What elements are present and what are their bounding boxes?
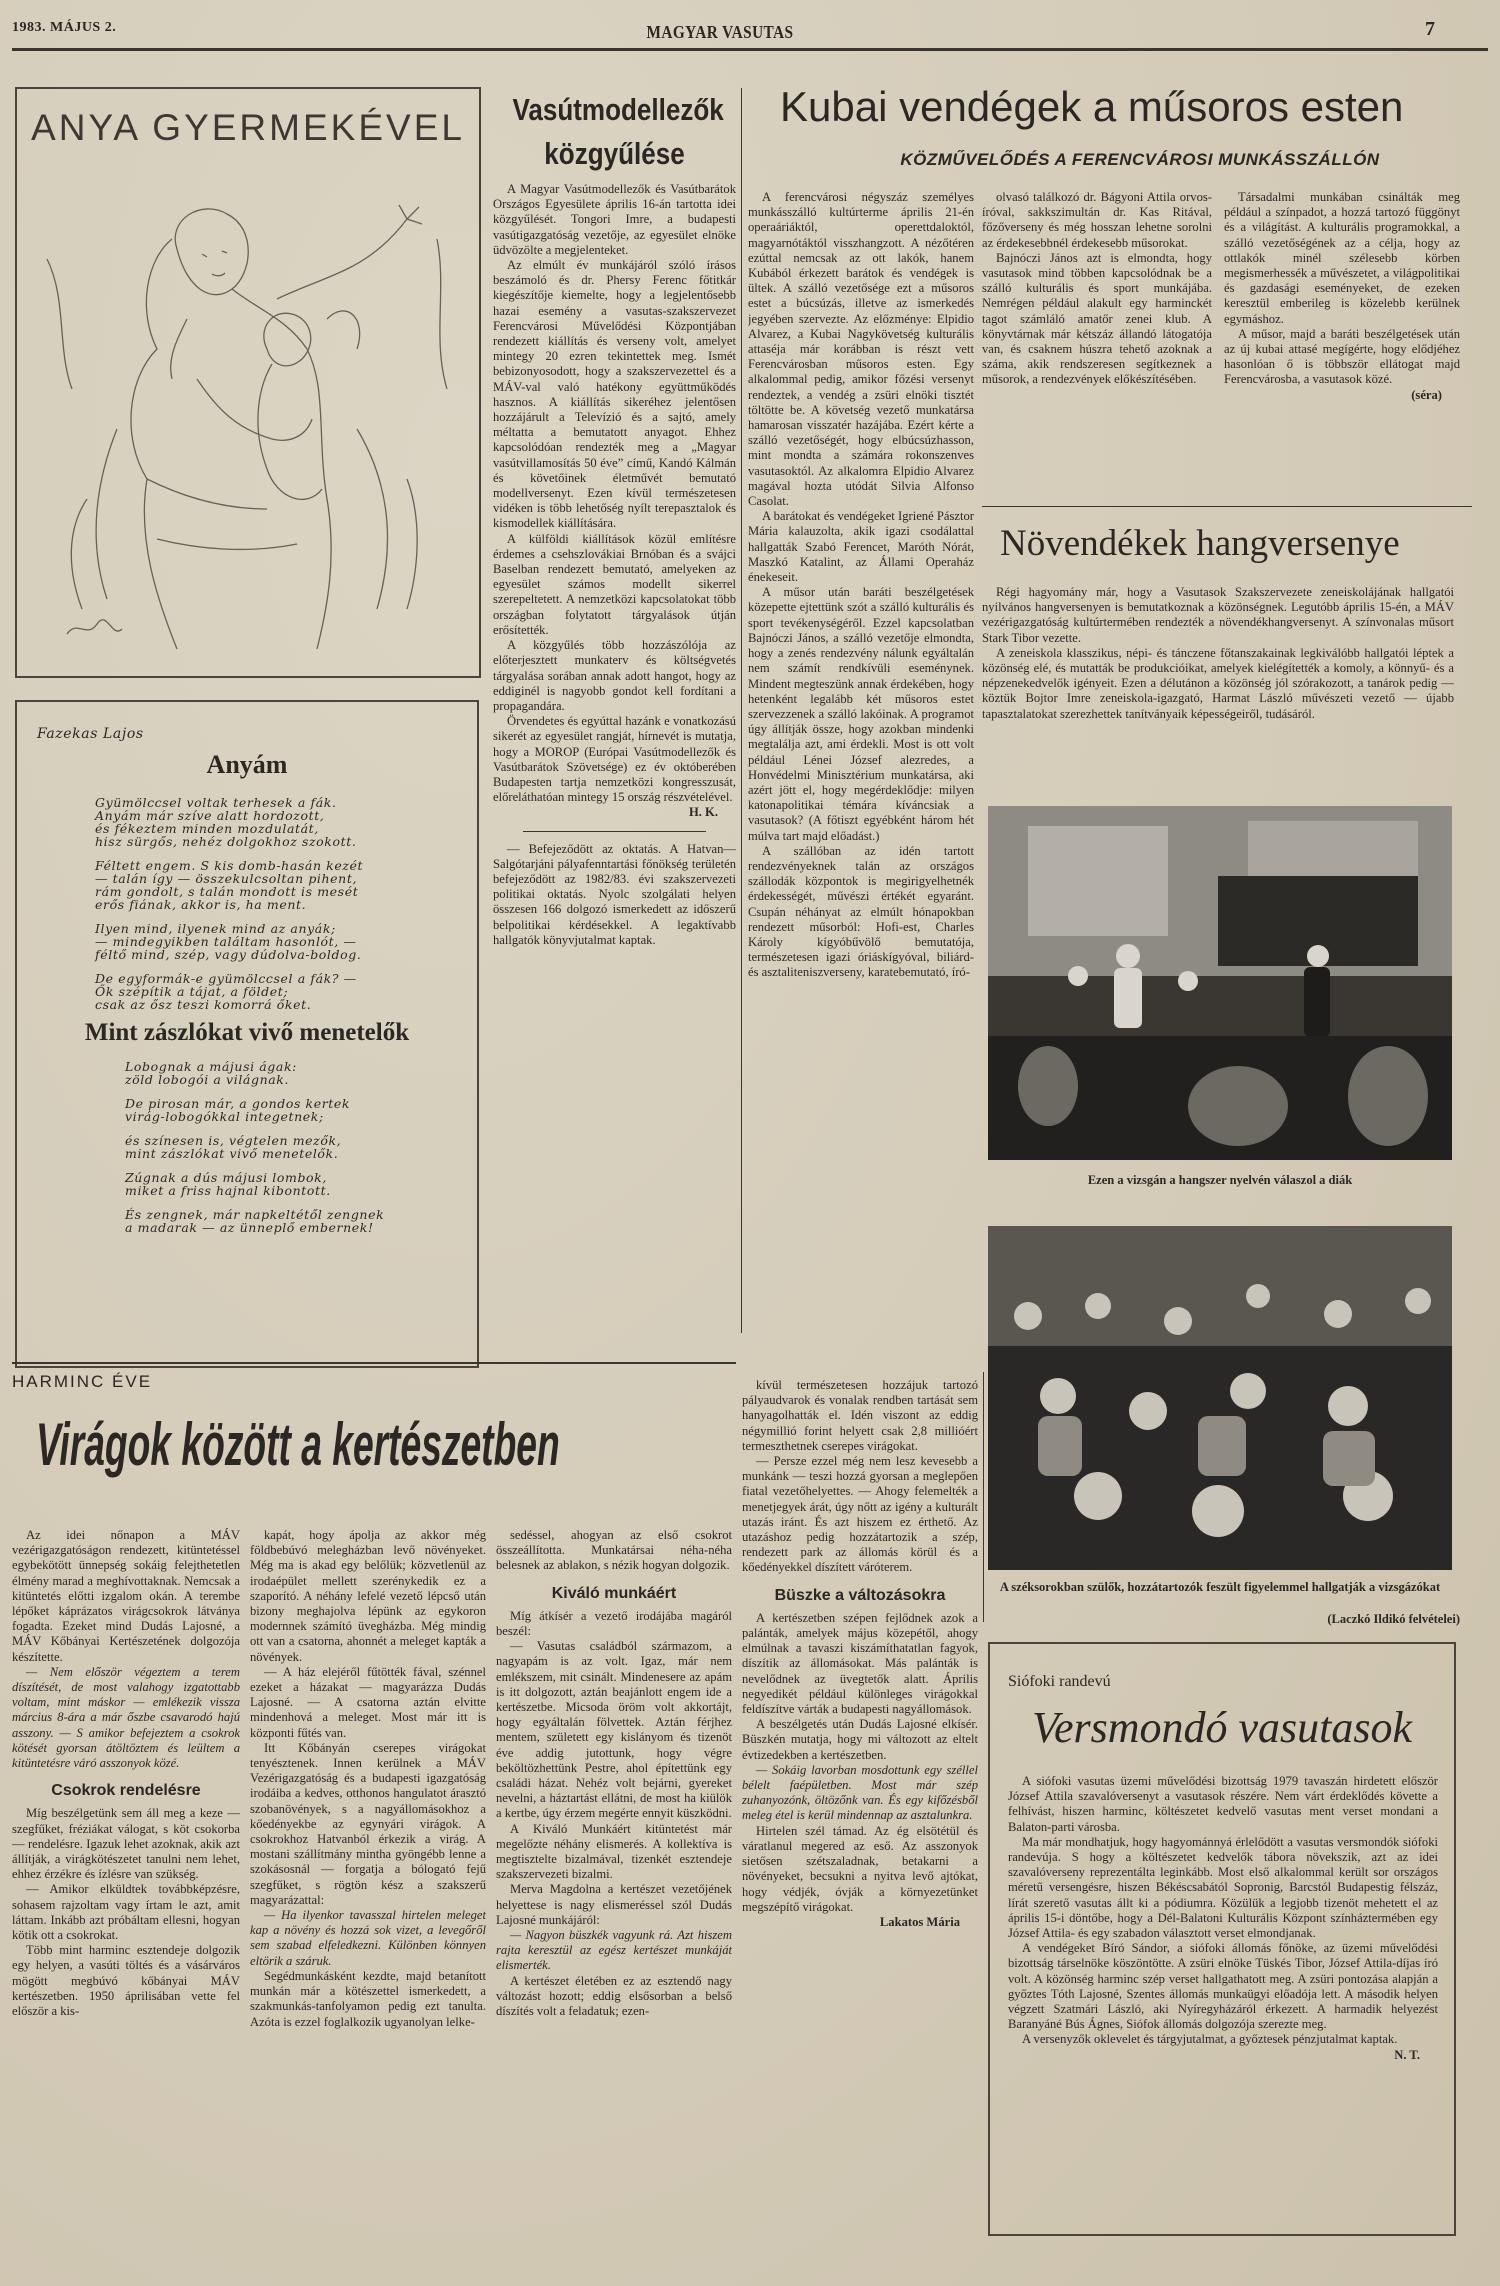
byline: Lakatos Mária [879, 1914, 960, 1929]
anya-title: ANYA GYERMEKÉVEL [31, 107, 465, 148]
paragraph: Míg beszélgetünk sem áll meg a keze — szegfűket, fréziákat válogat, s köt csokorba — rendelésre. Igazuk lehet azoknak, akik azt állítják, a virágkötészetet tanulni nem lehet, ehhez érzékre és ízlésre van szükség. [12, 1806, 240, 1882]
paragraph: Segédmunkásként kezdte, majd betanított munkán már a kötészettel ismerkedett, a szakmunkás-tanfolyamon pedig ezt tanulta. Azóta is ezzel foglalkozik ugyanolyan lelke- [250, 1968, 486, 2029]
poem-stanza: Zúgnak a dús májusi lombok, miket a friss hajnal kibontott. [125, 1170, 331, 1198]
viragok-column-4 [742, 1378, 978, 2240]
paragraph: A vendégeket Bíró Sándor, a siófoki állomás főnöke, az üzemi művelődési bizottság társelnöke köszöntötte. A zsüri elnöke Tüskés Tibor, József Attila-díjas író volt. A közönség harminc szép verset hallgathatott meg. A zsüri pontozása alapján a győztes Tóth Lajosné, Szentes állomás munkaügyi előadója lett. A második helyen végzett Szatmári László, aki Nyíregyházáról érkezett. A harmadik helyezést Baranyáné Bús Ágnes, Siófok állomás dolgozója szerezte meg. [1008, 1941, 1438, 2032]
viragok-column-1 [12, 1528, 240, 2240]
column-rule [983, 1372, 984, 1622]
page-number: 7 [1425, 18, 1436, 40]
paragraph: Ma már mondhatjuk, hogy hagyománnyá érlelődött a vasutas versmondók siófoki randevúja. S hogy a költészetet kedvelők tábora növekszik, azt az idei szavalóverseny reprezentálta leginkább. Most első alkalommal került sor országos méretű versengésre, hiszen Békéscsabától Sopronig, Barcstól Budapestig félszáz, lírát szerető vasutas állt ki a pódiumra. Közülük a legjobb tizenöt mehetett el az április 15-i döntőbe, hogy a Dél-Balatoni Kulturális Központ színháztermében egy József Attila- és egy szabadon választott verset elmondjanak. [1008, 1834, 1438, 1941]
paragraph: kapát, hogy ápolja az akkor még földbebúvó melegházban levő növényeket. Még ma is akad egy belőlük; közvetlenül az irodaépület mellett szerénykedik ez a szaporító. A néhány lefelé vezető lépcső után bizony meghajolva lépünk az egykoron modernnek számító üvegházba. Még mindig ott van a csatorna, ahonnét a meleget kapták a növények. [250, 1528, 486, 1664]
modell-brief: — Befejeződött az oktatás. A Hatvan—Salgótarjáni pályafenntartási főnökség területén befejeződött az 1982/83. évi szakszervezeti politikai oktatás. Nyolc szolgálati helyen összesen 166 dolgozó ismerkedett az időszerű belpolitikai kérdésekkel. A legaktívabb hallgatók könyvjutalmat kaptak. [493, 841, 736, 947]
paragraph: sedéssel, ahogyan az első csokrot összeállította. Munkatársai néha-néha belesnek az ablakon, s nézik hogyan dolgozik. [496, 1528, 732, 1573]
versmondo-body [1008, 1774, 1438, 2224]
paragraph: A szállóban az idén tartott rendezvényeknek talán az országos szállodák központok is megirigyelhetnék érdekességét, művészi értékét egyaránt. Csupán néhányat az elmúlt hónapokban rendezett műsorból: Hofi-est, Charles Károly kígyóbűvölő bemutatója, természetesen igazi óriáskígyóval, biliárd- és asztaliteniszverseny, karatebemutató, író- [748, 843, 974, 980]
poem-stanza: Ilyen mind, ilyenek mind az anyák; — mindegyikben találtam hasonlót, — féltő mind, szép, vagy dúdolva-boldog. [95, 921, 362, 962]
paragraph: — Vasutas családból származom, a nagyapám is az volt. Igaz, már nem emlékszem, mit csinált. Mindenesere az apám is itt dolgozott, aztán beajánlott engem ide a kertészetbe. Micsoda öröm volt akkortájt, hogy egyáltalán fölvettek. Aztán férjhez mentem, született egy kislányom és tizenöt éve addig jutottunk, hogy végre beköltözhettünk Pestre, ahol építettünk egy családi házat. Nehéz volt bejárni, gyereket nevelni, a háztartást ellátni, de most ha kiülök a kertbe, úgy érzem megérte ennyit küszködni. [496, 1639, 732, 1821]
poem-anyam [95, 796, 471, 1022]
paragraph: A siófoki vasutas üzemi művelődési bizottság 1979 tavaszán hirdetett először József Attila szavalóversenyt a vasutasok részére. Nem várt érdeklődés követte a felhívást, hiszen harminc, költészetet kedvelő vasutas ment verset mondani a Balaton-parti városba. [1008, 1774, 1438, 1834]
paragraph: Hirtelen szél támad. Az ég elsötétül és váratlanul megered az eső. Az asszonyok sietősen szétszaladnak, betakarni a növényeket, becsukni a nyitva levő ajtókat, hogy védjék, óvják a környezetünket megszépítő virágokat. [742, 1823, 978, 1914]
photo-caption-1: Ezen a vizsgán a hangszer nyelvén válaszol a diák [1087, 1173, 1353, 1187]
paragraph: A külföldi kiállítások közül említésre érdemes a csehszlovákiai Brnóban és a svájci Baselban rendezett bemutató, amelyeken az egyesület számos modellt sikerrel szerepeltetett. A nemzetközi kapcsolatokat több országban folytatott tárgyalások útján erősítették. [493, 531, 736, 637]
paragraph: A műsor után baráti beszélgetések közepette ejtettünk szót a szálló kulturális és sport tevékenységéről. Ezzel kapcsolatban Bajnóczi János, a szálló vezetője elmondta, hogy a zenés rendezvény nálunk egyáltalán nem számít rendkívüli eseménynek. Mindent megteszünk annak érdekében, hogy hetenként legalább két műsoros estet szervezzenek a szálló lakóinak. A programot úgy állítják össze, hogy azokban mindenki megtalálja azt, ami érdekli. Most is ott volt például Lénei József alezredes, a Honvédelmi Minisztérium munkatársa, aki azért jött el, hogy megérdeklődje: milyen katonapolitikai témára kíváncsiak a vasutasok? (A főtiszt egyébként három hét múlva tart majd előadást.) [748, 585, 974, 843]
divider [523, 831, 706, 832]
versmondo-paragraphs [1008, 1774, 1438, 2048]
paragraph: A kertészet életében ez az esztendő nagy változást hozott; eddig elsősorban a belső díszítés volt a feladatuk; ezen- [496, 1973, 732, 2019]
paragraph: A Kiváló Munkáért kitüntetést már megelőzte néhány elismerés. A kollektíva is megtisztelte bizalmával, tizenkét esztendeje szakszervezeti bizalmi. [496, 1821, 732, 1882]
poem-stanza: és színesen is, végtelen mezők, mint zászlókat vivő menetelők. [125, 1133, 342, 1161]
poem-box [15, 700, 479, 1368]
mother-child-drawing [27, 179, 467, 669]
poem-stanza: Gyümölccsel voltak terhesek a fák. Anyám már szíve alatt hordozott, és fékeztem minden mozdulatát, hisz sürgős, nehéz dolgokhoz szokott. [95, 795, 357, 849]
column-rule [741, 88, 742, 1333]
versmondo-signature: N. T. [1394, 2047, 1420, 2062]
kubai-subtitle: KÖZMŰVELŐDÉS A FERENCVÁROSI MUNKÁSSZÁLLÓN [900, 150, 1380, 169]
kubai-column-2 [982, 190, 1212, 500]
paragraph: A barátokat és vendégeket Igriené Pásztor Mária kalauzolta, akik igazi csodálattal hallgatták Szabó Ferencet, Maróth Nórát, Maszkó Katalint, az Állami Operaház énekeseit. [748, 509, 974, 585]
paragraph: — Nem először végeztem a terem díszítését, de most valahogy izgatottabb voltam, mint máskor — emlékezik vissza március 8-ára a már őszbe csavarodó hajú asszony. — S amikor befejeztem a csokrok kötését gyorsan átöltöztem és leültem a kitüntetésre váró asszonyok közé. [12, 1664, 240, 1771]
paragraph: — Nagyon büszkék vagyunk rá. Azt hiszem rajta keresztül az egész kertészet munkáját elismerték. [496, 1928, 732, 1973]
paragraph: A versenyzők oklevelet és tárgyjutalmat, a győztesek pénzjutalmat kaptak. [1022, 2032, 1398, 2047]
kubai-column-3 [1224, 190, 1460, 500]
kubai-headline: Kubai vendégek a műsoros esten [780, 83, 1404, 130]
poem-title-anyam: Anyám [206, 750, 288, 779]
viragok-kicker: HARMINC ÉVE [12, 1372, 153, 1391]
paragraph: A műsor, majd a baráti beszélgetések után az új kubai attasé megígérte, hogy elődjéhez hasonlóan ő is többször ellátogat majd Ferencvárosba, a vasutasok közé. [1224, 326, 1460, 387]
poem-stanza: De pirosan már, a gondos kertek virág-lobogókkal integetnek; [125, 1096, 351, 1124]
paragraph: Merva Magdolna a kertészet vezetőjének helyettese is nagy elismeréssel szól Dudás Lajosné munkájáról: [496, 1882, 732, 1927]
poem-stanza: És zengnek, már napkeltétől zengnek a madarak — az ünneplő embernek! [125, 1207, 385, 1235]
modell-headline: Vasútmodellezők közgyűlése [512, 92, 724, 171]
poem-author: Fazekas Lajos [37, 726, 144, 742]
poem-stanza: Féltett engem. S kis domb-hasán kezét — talán így — összekulcsoltan pihent, rám gondolt, s talán mondott is mesét erős fiának, akkor is, ha ment. [95, 858, 364, 912]
paragraph: Több mint harminc esztendeje dolgozik egy helyen, a vasúti töltés és a vásárváros mögött megbúvó kőbányai MÁV kertészetben. 1950 áprilisában vette fel először a kis- [12, 1943, 240, 2019]
kubai-column-1 [748, 190, 974, 1330]
paragraph: A Magyar Vasútmodellezők és Vasútbarátok Országos Egyesülete április 16-án tartotta idei közgyűlését. Tongori Imre, a budapesti vasútigazgatóság vezetője, az egyesület elnöke üdvözölte a megjelenteket. [493, 182, 736, 257]
versmondo-kicker: Siófoki randevú [1008, 1673, 1111, 1690]
paragraph: Míg átkísér a vezető irodájába magáról beszél: [496, 1608, 732, 1639]
modell-paragraphs [493, 182, 736, 805]
paragraph: olvasó találkozó dr. Bágyoni Attila orvos-íróval, sakkszimultán dr. Kas Ritával, főzőverseny és még hosszan lehetne sorolni az érdekesebbnél érdekesebb műsorokat. [982, 190, 1212, 250]
poem-menetelok [125, 1060, 471, 1245]
poem-stanza: De egyformák-e gyümölccsel a fák? — Ők szépítik a tájat, a földet; csak az ősz teszi komorrá őket. [95, 971, 357, 1012]
poem-title-menetelok: Mint zászlókat vivő menetelők [84, 1019, 410, 1046]
paragraph: A közgyűlés több hozzászólója az előterjesztett munkaterv és költségvetés tárgyalása sorában annak adott hangot, hogy az eddiginél is nagyobb gondot kell fordítani a propagandára. [493, 638, 736, 713]
versmondo-headline: Versmondó vasutasok [1031, 1703, 1413, 1752]
paragraph: kívül természetesen hozzájuk tartozó pályaudvarok és vonalak rendben tartását sem hanyagolhatták el. Idén viszont az eddig négymillió forint helyett csak 2,8 millióért termeszthetnek cserepes virágokat. [742, 1378, 978, 1453]
modell-article-body [493, 182, 736, 1327]
paragraph: Társadalmi munkában csinálták meg például a színpadot, a hozzá tartozó függönyt és a világítást. A kulturális programokkal, a szálló vezetőségének az a célja, hogy az ottlakók minél szélesebb körben megismerhessék a művészetet, a világpolitikai és gazdasági eseményeket, de ezeken keresztül emberileg is közelebb kerülnek egymáshoz. [1224, 190, 1460, 326]
modell-signature: H. K. [688, 805, 718, 820]
photo-caption-2: A széksorokban szülők, hozzátartozók feszült figyelemmel hallgatják a vizsgázókat [999, 1580, 1441, 1594]
issue-date: 1983. MÁJUS 2. [12, 20, 117, 35]
paragraph: Az elmúlt év munkájáról szóló írásos beszámoló és dr. Phersy Ferenc főtitkár kiegészítője kiemelte, hogy a legjelentősebb hazai esemény a vasutas-szakszervezet Ferencvárosi Művelődési Központjában rendezett kiállítás és verseny volt, amelyet mintegy 20 ezren tekintettek meg. Ismét bebizonyosodott, hogy a szakszervezettel és a MÁV-val való hatékony együttműködés hasznos. A kiállítás sikeréhez jelentősen hozzájárult a Televízió és a sajtó, amely méltatta a bemutatott anyagot. Ehhez kapcsolódóan rendezték meg a „Magyar vasútvillamosítás 50 éve” című, Kandó Kálmán és követőinek életművét bemutató modellversenyt. Ezen kívül természetesen vidéken is több lehetőség nyílt terepasztalok és kismodellek kiállítására. [493, 258, 736, 531]
novendek-body [982, 585, 1454, 785]
header-rule [12, 48, 1488, 51]
subheading: Csokrok rendelésre [51, 1782, 201, 1800]
kubai-col3-paragraphs [1224, 190, 1460, 388]
paragraph: Itt Kőbányán cserepes virágokat tenyésztenek. Innen kerülnek a MÁV Vezérigazgatóság és a budapesti igazgatóság irodáiba a kedves, otthonos hangulatot árasztó szobanövények, s a nagyállomásokhoz a kőedényekbe az egynyári virágok. A csokrokhoz Hatvanból érkezik a virág. A mostani szállítmány mintha gyöngébb lenne a szokásosnál — forgatja a bólogató fejű szegfűket, s rögtön kész a szakszerű magyarázattal: [250, 1740, 486, 1907]
poem-stanza: Lobognak a májusi ágak: zöld lobogói a világnak. [125, 1059, 297, 1087]
paragraph: — Persze ezzel még nem lesz kevesebb a munkánk — teszi hozzá gyorsan a meglepően fiatal vezetőhelyettes. — Ahogy felemelték a menetjegyek árát, úgy nőtt az igény a kulturált utazás iránt. És azt hiszem ez érthető. Az utazáshoz pedig hozzátartozik a szép, rendezett park az állomás körül és a kőedényekkel díszített váróterem. [742, 1454, 978, 1575]
paragraph: — A ház elejéről fűtötték fával, szénnel ezeket a házakat — magyarázza Dudás Lajosné. — A csatorna aztán elvitte mindenhová a meleget. Most már itt is központi fűtés van. [250, 1664, 486, 1740]
versmondo-box [988, 1642, 1456, 2236]
anya-gyermekevel-box [15, 87, 481, 678]
viragok-column-2 [250, 1528, 486, 2240]
paragraph: — Sokáig lavorban mosdottunk egy széllel bélelt faépületben. Most már szép zuhanyozónk, öltözőnk van. És egy kifőzésből meleg étel is kerül mindennap az asztalunkra. [742, 1762, 978, 1823]
novendek-headline: Növendékek hangversenye [1000, 523, 1400, 564]
paragraph: Az idei nőnapon a MÁV vezérigazgatóságon rendezett, kitüntetéssel egybekötött ünnepség sokáig felejthetetlen élmény marad a meghívottaknak. Nemcsak a kitüntetés előtti izgalom okán. A terembe lépőket káprázatos virágcsokrok látványa fogadta. Ezeket mind Dudás Lajosné, a MÁV Kőbányai Kertészetének dolgozója készítette. [12, 1528, 240, 1664]
newspaper-title: MAGYAR VASUTAS [646, 22, 794, 42]
viragok-column-3 [496, 1528, 732, 2240]
paragraph: A ferencvárosi négyszáz személyes munkásszálló kultúrterme április 21-én operaáriáktól, operettdaloktól, magyarnótáktól visszhangzott. A nézőtéren ezúttal nemcsak az ott lakók, hanem Kubából érkezett barátok és vendégek is ültek. A szálló vezetősége ezt a műsoros estet a búcsúzás, illetve az ismerkedés jegyében szervezte. Az előzménye: Elpidio Alvarez, a Kubai Nagykövetség kulturális attaséja már korábban is részt vett Ferencvárosban műsoros esten. Egy alkalommal pedig, amikor főzési versenyt rendeztek, a vendég a zsüri elnöki tisztét töltötte be. A követség vezető munkatársa hamarosan visszatér hazájába. Ezért kérte a szálló vezetőségét, hogy elbúcsúzhasson, mint mondta a számára rokonszenves vasutasoktól. Az alkalomra Elpidio Alvarez magával hozta utódát Silvia Alfonso Casolat. [748, 190, 974, 509]
paragraph: Örvendetes és egyúttal hazánk e vonatkozású sikerét az egyesület rangját, hírnevét is mutatja, hogy a MOROP (Európai Vasútmodellezők és Vasútbarátok Szövetsége) ez év októberében Budapesten tartja nemzetközi kongresszusát, előreláthatóan mintegy 15 ország részvételével. [493, 714, 736, 805]
kubai-signature: (séra) [1411, 387, 1442, 402]
paragraph: A kertészetben szépen fejlődnek azok a palánták, amelyek május közepétől, ahogy elmúlnak a tavaszi kiszámíthatatlan fagyok, díszítik az állomásokat. Más palánták is nevelődnek az üvegtetők alatt. Április negyedikét például különleges virágokkal feldíszítve várták a budapesti nagyállomások. [742, 1610, 978, 1717]
viragok-headline: Virágok között a kertészetben [36, 1411, 560, 1478]
photo-credit: (Laczkó Ildikó felvételei) [1327, 1612, 1460, 1626]
paragraph: A zeneiskola klasszikus, népi- és tánczene főtanszakainak legkiválóbb hallgatói léptek a közönség elé, és mutatták be produkcióikat, amelyek kielégítették a komoly, a könnyű- és a népzenekedvelők igényeit. Ezen a délutánon a közönség jól szórakozott, a tanárok pedig — köztük Bojtor Imre zeneiskola-igazgató, Harmat László művészeti vezető — újabb tapasztalatokat szerezhettek tanítványaik képességeiről, tudásáról. [982, 645, 1454, 721]
paragraph: A beszélgetés után Dudás Lajosné elkísér. Büszkén mutatja, hogy mi változott az eltelt évtizedekben a kertészetben. [742, 1717, 978, 1762]
section-rule [12, 1362, 736, 1364]
subheading: Büszke a változásokra [774, 1586, 946, 1604]
paragraph: Régi hagyomány már, hogy a Vasutasok Szakszervezete zeneiskolájának hallgatói nyilvános hangversenyen is bemutatkoznak a közönségnek. Legutóbb április 15-én, a MÁV vezérigazgatóság kultúrtermében rendezték a növendékhangversenyt. A színvonalas műsort Stark Tibor vezette. [982, 585, 1454, 645]
subheading: Kiváló munkáért [551, 1584, 677, 1602]
paragraph: Bajnóczi János azt is elmondta, hogy vasutasok mind többen kapcsolódnak be a szálló kulturális és sport munkájába. Nemrégen például alakult egy harminckét tagot számláló amatőr zenei klub. A könyvtárnak már kétszáz állandó látogatója van, és csaknem húszra tehető azoknak a száma, akik rendszeresen segítkeznek a műsorok, a rendezvények előkészítésében. [982, 250, 1212, 387]
section-rule [982, 506, 1472, 507]
paragraph: — Ha ilyenkor tavasszal hirtelen meleget kap a növény és hozzá sok vizet, a levegőről sem szabad elfeledkezni. Különben könnyen eltörik a száruk. [250, 1908, 486, 1968]
paragraph: — Amikor elküldtek továbbképzésre, sohasem rajzoltam vagy írtam le azt, amit láttam. Inkább azt próbáltam ellesni, hogyan kötik ott a csokrokat. [12, 1882, 240, 1943]
photo-concert-exam [988, 806, 1452, 1160]
photo-audience [988, 1226, 1452, 1570]
